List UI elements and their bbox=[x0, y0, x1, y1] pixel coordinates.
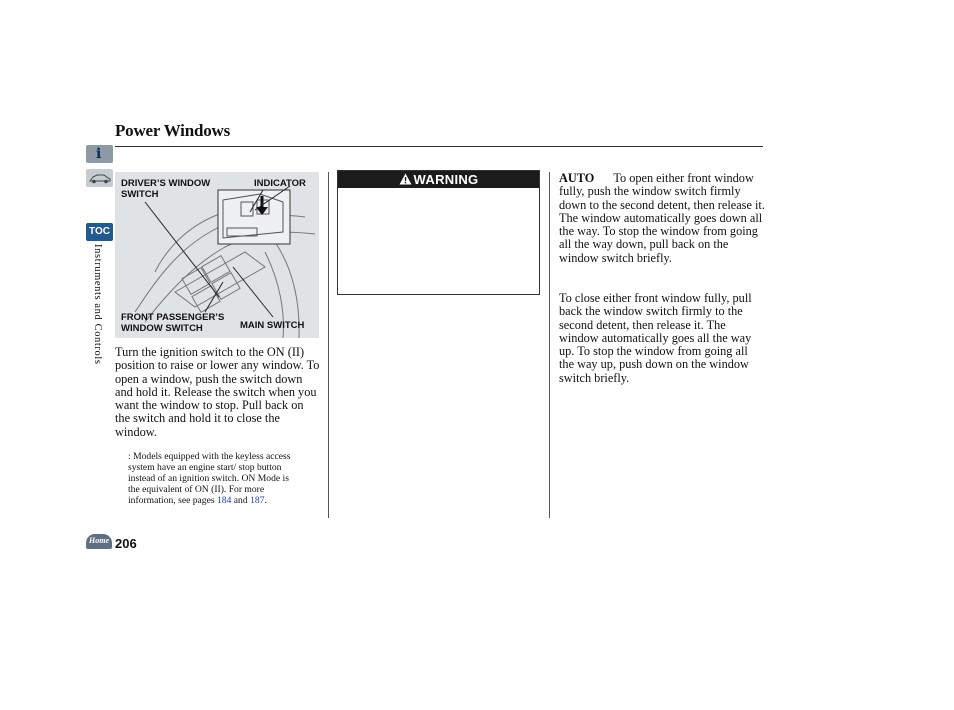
vehicle-tab-button[interactable] bbox=[86, 169, 113, 187]
indicator-label: INDICATOR bbox=[254, 178, 306, 189]
info-tab-button[interactable] bbox=[86, 145, 113, 163]
auto-label: AUTO bbox=[559, 171, 595, 185]
keyless-footnote bbox=[128, 451, 303, 506]
column-divider-right bbox=[549, 172, 550, 518]
car-icon bbox=[86, 169, 113, 187]
warning-triangle-icon bbox=[399, 173, 412, 185]
auto-open-text: To open either front window fully, push the window switch firmly down to the second detent, then release it. The window automatically goes down all the way. To stop the window from going all the way down, pull back on the window switch briefly. bbox=[559, 171, 765, 265]
warning-header bbox=[338, 171, 539, 188]
footnote-text: : Models equipped with the keyless access system have an engine start/ stop button instead of an ignition switch. ON Mode is the equivalent of ON (II). For more information, see pages bbox=[128, 451, 291, 506]
home-button[interactable] bbox=[86, 534, 112, 549]
footnote-end: . bbox=[264, 495, 267, 506]
footnote-and: and bbox=[233, 495, 248, 506]
section-label: Instruments and Controls bbox=[92, 244, 103, 365]
info-icon: i bbox=[96, 146, 102, 162]
auto-close-text: To close either front window fully, pull back the window switch firmly to the second detent, then release it. The window automatically goes all the way up. To stop the window from going all the way up, push down on the window switch briefly. bbox=[559, 291, 752, 385]
window-switch-illustration bbox=[115, 172, 319, 338]
page-link-187[interactable]: 187 bbox=[250, 495, 265, 506]
ignition-instructions: Turn the ignition switch to the ON (II) position to raise or lower any window. To open a window, push the switch down and hold it. Release the switch when you want the window to stop. Pull back on the switch and hold it to close the window. bbox=[115, 345, 320, 439]
warning-box bbox=[337, 170, 540, 295]
warning-heading: WARNING bbox=[413, 172, 479, 187]
driver-window-switch-label: DRIVER’S WINDOW SWITCH bbox=[121, 178, 211, 200]
main-switch-label: MAIN SWITCH bbox=[240, 320, 305, 331]
column-divider-left bbox=[328, 172, 329, 518]
page-title: Power Windows bbox=[115, 121, 231, 140]
toc-tab-button[interactable]: TOC bbox=[86, 223, 113, 241]
title-divider bbox=[115, 146, 763, 147]
home-label: Home bbox=[89, 536, 109, 545]
auto-function-description bbox=[559, 172, 765, 265]
page-number: 206 bbox=[115, 536, 137, 551]
front-passenger-switch-label: FRONT PASSENGER’S WINDOW SWITCH bbox=[121, 312, 225, 334]
page-link-184[interactable]: 184 bbox=[217, 495, 232, 506]
